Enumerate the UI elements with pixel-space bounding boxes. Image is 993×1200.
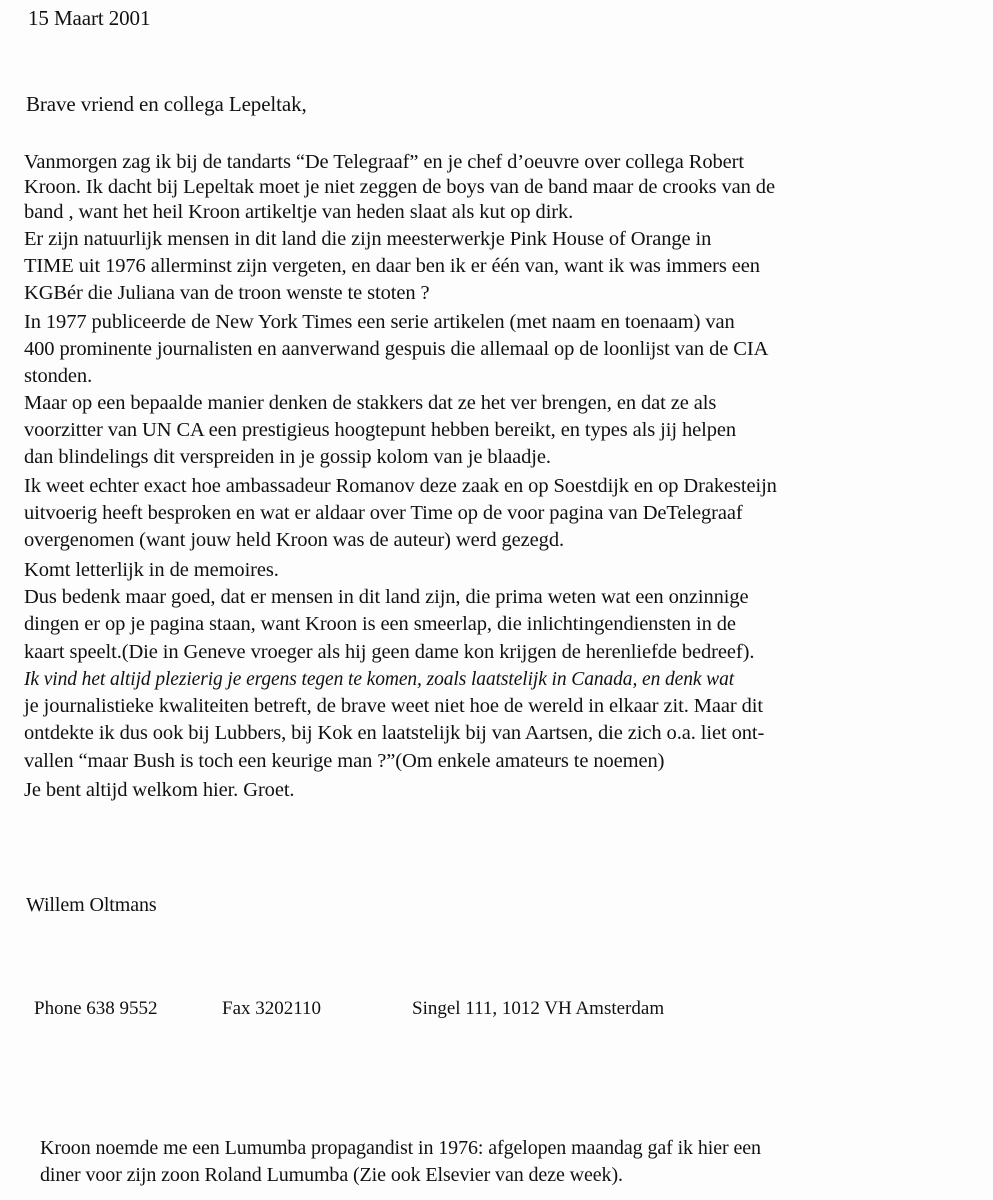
phone-number: Phone 638 9552 xyxy=(34,998,158,1019)
body-line: In 1977 publiceerde de New York Times een serie artikelen (met naam en toenaam) van xyxy=(24,311,735,333)
body-line: TIME uit 1976 allerminst zijn vergeten, en daar ben ik er één van, want ik was immers een xyxy=(24,255,760,277)
body-line: band , want het heil Kroon artikeltje van heden slaat als kut op dirk. xyxy=(24,201,574,223)
body-line: KGBér die Juliana van de troon wenste te stoten ? xyxy=(24,282,430,304)
body-line: stonden. xyxy=(24,365,93,387)
postscript-line: Kroon noemde me een Lumumba propagandist in 1976: afgelopen maandag gaf ik hier een xyxy=(40,1137,761,1159)
body-line: Ik weet echter exact hoe ambassadeur Romanov deze zaak en op Soestdijk en op Drakesteijn xyxy=(24,475,777,497)
body-line: Maar op een bepaalde manier denken de stakkers dat ze het ver brengen, en dat ze als xyxy=(24,392,717,414)
salutation: Brave vriend en collega Lepeltak, xyxy=(26,92,307,116)
body-line: Komt letterlijk in de memoires. xyxy=(24,559,279,581)
body-line: overgenomen (want jouw held Kroon was de auteur) werd gezegd. xyxy=(24,529,565,551)
body-line: je journalistieke kwaliteiten betreft, de brave weet niet hoe de wereld in elkaar zit. Maar dit xyxy=(24,695,764,717)
fax-number: Fax 3202110 xyxy=(222,998,322,1019)
body-line: kaart speelt.(Die in Geneve vroeger als hij geen dame kon krijgen de herenliefde bedreef). xyxy=(24,641,755,663)
body-line: vallen “maar Bush is toch een keurige man ?”(Om enkele amateurs te noemen) xyxy=(24,750,665,772)
body-line: 400 prominente journalisten en aanverwand gespuis die allemaal op de loonlijst van de CIA xyxy=(24,338,769,360)
body-line: Dus bedenk maar goed, dat er mensen in dit land zijn, die prima weten wat een onzinnige xyxy=(24,586,749,608)
body-line: voorzitter van UN CA een prestigieus hoogtepunt hebben bereikt, en types als jij helpen xyxy=(24,419,737,441)
contact-line xyxy=(34,998,934,1024)
body-line: Je bent altijd welkom hier. Groet. xyxy=(24,779,295,801)
postscript-line: diner voor zijn zoon Roland Lumumba (Zie ook Elsevier van deze week). xyxy=(40,1164,623,1186)
body-line: Kroon. Ik dacht bij Lepeltak moet je niet zeggen de boys van de band maar de crooks van de xyxy=(24,176,775,198)
body-line: uitvoerig heeft besproken en wat er aldaar over Time op de voor pagina van DeTelegraaf xyxy=(24,502,743,524)
body-line: ontdekte ik dus ook bij Lubbers, bij Kok en laatstelijk bij van Aartsen, die zich o.a. liet ont- xyxy=(24,722,765,744)
letter-date: 15 Maart 2001 xyxy=(28,6,151,30)
body-line: Ik vind het altijd plezierig je ergens tegen te komen, zoals laatstelijk in Canada, en denk wat xyxy=(24,669,735,690)
body-line: dingen er op je pagina staan, want Kroon is een smeerlap, die inlichtingendiensten in de xyxy=(24,613,736,635)
body-line: Vanmorgen zag ik bij de tandarts “De Telegraaf” en je chef d’oeuvre over collega Robert xyxy=(24,151,744,173)
signature-name: Willem Oltmans xyxy=(26,894,157,916)
body-line: Er zijn natuurlijk mensen in dit land die zijn meesterwerkje Pink House of Orange in xyxy=(24,228,712,250)
street-address: Singel 111, 1012 VH Amsterdam xyxy=(412,998,665,1019)
body-line: dan blindelings dit verspreiden in je gossip kolom van je blaadje. xyxy=(24,446,551,468)
